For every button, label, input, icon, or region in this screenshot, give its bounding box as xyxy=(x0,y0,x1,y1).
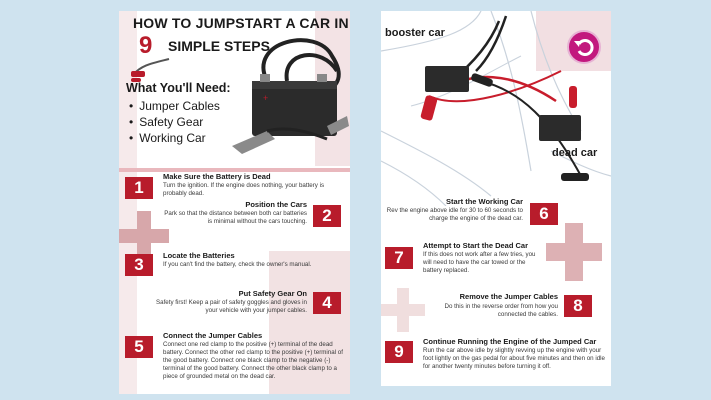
step-4-text: Safety first! Keep a pair of safety goggles and gloves in your vehicle with your jumper cables. xyxy=(156,299,307,314)
step-4-heading: Put Safety Gear On xyxy=(238,289,307,298)
step-7-heading: Attempt to Start the Dead Car xyxy=(423,241,529,250)
step-2-text: Park so that the distance between both car batteries is minimal without the cars touching. xyxy=(164,210,307,225)
needs-item: • Working Car xyxy=(129,130,220,146)
needs-item: • Jumper Cables xyxy=(129,98,220,114)
step-number-2: 2 xyxy=(313,205,341,227)
step-3-heading: Locate the Batteries xyxy=(163,251,235,260)
step-5-text: Connect one red clamp to the positive (+) terminal of the dead battery. Connect the other red clamp to the positive (+) terminal of the good battery. Connect one black clamp to the negative (-) terminal of the good battery. Connect the other black clamp to a piece of grounded metal on the dead car. xyxy=(163,341,343,380)
needs-list xyxy=(129,98,220,146)
dead-battery-icon xyxy=(539,115,581,141)
step-number-7: 7 xyxy=(385,247,413,269)
black-clamp-icon xyxy=(561,173,589,181)
step-number-1: 1 xyxy=(125,177,153,199)
step-8-heading: Remove the Jumper Cables xyxy=(459,292,558,301)
step-number-3: 3 xyxy=(125,254,153,276)
step-2-heading: Position the Cars xyxy=(245,200,307,209)
step-7-text: If this does not work after a few tries, you will need to have the car towed or the battery replaced. xyxy=(423,251,536,274)
dead-car-label: dead car xyxy=(552,147,598,159)
needs-heading: What You'll Need: xyxy=(126,81,231,95)
right-infographic-panel[interactable] xyxy=(381,11,611,386)
title-line-1: HOW TO JUMPSTART A CAR IN xyxy=(133,15,349,31)
booster-car-label: booster car xyxy=(385,27,445,39)
undo-arrow-icon xyxy=(569,32,599,62)
booster-battery-icon xyxy=(425,66,469,92)
svg-text:+: + xyxy=(263,93,269,103)
step-number-8: 8 xyxy=(564,295,592,317)
step-1-text: Turn the ignition. If the engine does nothing, your battery is probably dead. xyxy=(163,182,325,197)
plus-decoration-icon xyxy=(565,223,583,281)
step-5-heading: Connect the Jumper Cables xyxy=(163,331,263,340)
step-number-6: 6 xyxy=(530,203,558,225)
left-infographic-panel[interactable] xyxy=(119,11,350,394)
step-3-text: If you can't find the battery, check the owner's manual. xyxy=(163,261,312,268)
car-battery-icon xyxy=(227,31,349,161)
step-6-text: Rev the engine above idle for 30 to 60 seconds to charge the engine of the dead car. xyxy=(386,207,523,222)
step-1-heading: Make Sure the Battery is Dead xyxy=(163,172,271,181)
step-9-text: Run the car above idle by slightly revving up the engine with your foot lightly on the gas pedal for about five minutes and then on idle for another twenty minutes before turning it off. xyxy=(423,347,605,370)
title-line-2: SIMPLE STEPS xyxy=(168,38,270,54)
needs-item: • Safety Gear xyxy=(129,114,220,130)
title-number: 9 xyxy=(139,32,153,59)
step-6-heading: Start the Working Car xyxy=(446,197,523,206)
step-number-4: 4 xyxy=(313,292,341,314)
red-clamp-icon xyxy=(569,86,577,108)
step-number-5: 5 xyxy=(125,336,153,358)
back-button[interactable] xyxy=(567,30,601,64)
plus-decoration-icon xyxy=(397,288,409,332)
step-9-heading: Continue Running the Engine of the Jumped Car xyxy=(423,337,597,346)
step-8-text: Do this in the reverse order from how you connected the cables. xyxy=(444,303,558,318)
step-number-9: 9 xyxy=(385,341,413,363)
